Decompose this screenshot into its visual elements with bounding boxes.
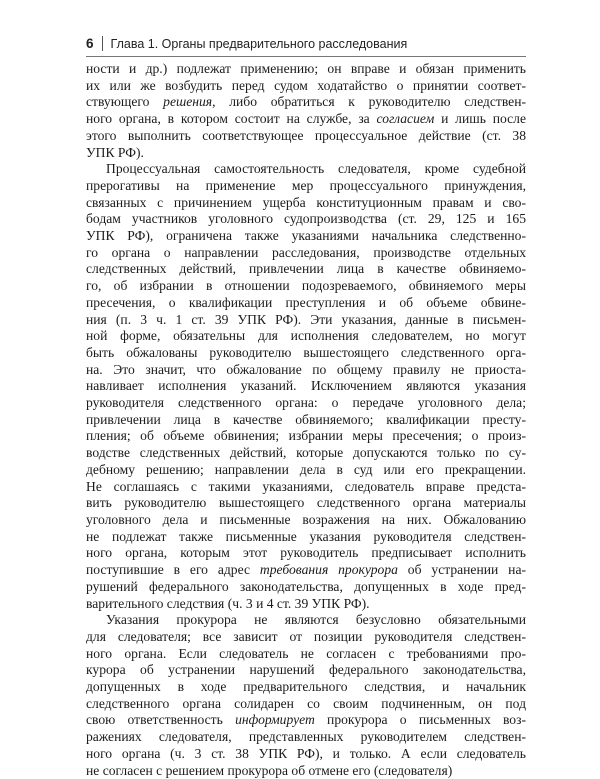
running-header — [86, 36, 526, 51]
text-line — [86, 512, 526, 529]
text-line — [86, 261, 526, 278]
text-run: об устранении на- — [397, 562, 526, 578]
text-line — [86, 278, 526, 295]
text-line — [86, 746, 526, 763]
text-line — [86, 579, 526, 596]
text-run: этого выполнить соответствующее процессуальное действие (ст. 38 — [86, 127, 526, 143]
text-run: вить руководителю вышестоящего следственного органа материалы — [86, 495, 526, 511]
text-line — [86, 61, 526, 78]
text-run: быть обжалованы руководителю вышестоящего следственного орга- — [86, 344, 526, 360]
text-run: свою ответственность — [86, 712, 236, 728]
text-run: поступившие в его адрес — [86, 562, 260, 578]
text-run: допущенных в ходе предварительного следствия, и начальник — [86, 679, 526, 695]
text-line — [86, 428, 526, 445]
text-run: прокурора о письменных воз- — [314, 712, 526, 728]
text-line — [86, 228, 526, 245]
text-line — [86, 495, 526, 512]
italic-term: согласием — [376, 111, 435, 127]
text-run: Не соглашаясь с такими указаниями, следователь вправе предста- — [86, 478, 526, 494]
text-run: УПК РФ), ограничена также указаниями начальника следственно- — [86, 228, 526, 244]
text-line — [86, 111, 526, 128]
page-number: 6 — [86, 36, 94, 51]
text-line — [86, 629, 526, 646]
text-run: Указания прокурора не являются безусловно обязательными — [106, 612, 526, 628]
text-line — [86, 445, 526, 462]
text-line — [86, 679, 526, 696]
text-run: привлечении лица в качестве обвиняемого; квалификации престу- — [86, 411, 526, 427]
text-line — [86, 94, 526, 111]
text-line — [86, 295, 526, 312]
text-run: варительного следствия (ч. 3 и 4 ст. 39 УПК РФ). — [86, 595, 370, 611]
text-line — [86, 412, 526, 429]
text-run: УПК РФ). — [86, 144, 144, 160]
text-line — [86, 729, 526, 746]
text-run: водстве следственных действий, которые допускаются только по су- — [86, 445, 526, 461]
text-run: навливает исполнения указаний. Исключением являются указания — [86, 378, 526, 394]
text-run: и лишь после — [434, 111, 526, 127]
text-run: курора об устранении нарушений федерального законодательства, — [86, 662, 526, 678]
text-run: следственного органа солидарен со своим подчиненным, он под — [86, 695, 526, 711]
text-line — [86, 312, 526, 329]
text-run: ной форме, обязательны для исполнения следователем, но могут — [86, 328, 526, 344]
text-run: ствующего — [86, 94, 164, 110]
text-run: го, об избрании в отношении подозреваемого, обвиняемого меры — [86, 278, 526, 294]
chapter-title: Глава 1. Органы предварительного расследования — [110, 36, 408, 51]
italic-term: требования прокурора — [259, 562, 398, 578]
text-run: прерогативы на применение мер процессуального принуждения, — [86, 177, 526, 193]
text-run: не подлежат также письменные указания руководителя следствен- — [86, 528, 526, 544]
text-run: бодам участников уголовного судопроизводства (ст. 29, 125 и 165 — [86, 211, 526, 227]
text-run: руководителя следственного органа: о передаче уголовного дела; — [86, 395, 526, 411]
text-run: Процессуальная самостоятельность следователя, кроме судебной — [106, 161, 526, 177]
text-line — [86, 662, 526, 679]
text-line — [86, 161, 526, 178]
text-line — [86, 211, 526, 228]
text-line — [86, 529, 526, 546]
text-run: следственных действий, привлечении лица в качестве обвиняемо- — [86, 261, 526, 277]
paragraph — [86, 61, 526, 161]
text-line — [86, 596, 526, 613]
text-run: уголовного дела и письменные возражения на них. Обжалованию — [86, 511, 526, 527]
text-run: их или же возбудить перед судом ходатайство о принятии соответ- — [86, 77, 526, 93]
text-line — [86, 245, 526, 262]
text-line — [86, 145, 526, 162]
text-run: ражениях следователя, представленных руководителем следствен- — [86, 729, 526, 745]
text-line — [86, 545, 526, 562]
header-rule — [86, 56, 526, 57]
text-line — [86, 479, 526, 496]
text-line — [86, 763, 526, 779]
text-run: ного органа. Если следователь не согласен с требованиями про- — [86, 645, 526, 661]
header-separator — [102, 36, 103, 51]
text-line — [86, 646, 526, 663]
text-line — [86, 562, 526, 579]
text-run: , либо обратиться к руководителю следствен- — [212, 94, 526, 110]
text-run: пления; об объеме обвинения; избрании меры пресечения; о произ- — [86, 428, 526, 444]
text-line — [86, 195, 526, 212]
text-run: ности и др.) подлежат применению; он вправе и обязан применить — [86, 61, 526, 76]
paragraph — [86, 612, 526, 779]
text-run: рушений федерального законодательства, допущенных в ходе пред- — [86, 578, 526, 594]
text-run: на. Это значит, что обжалование по общему правилу не приоста- — [86, 361, 526, 377]
italic-term: решения — [163, 94, 213, 110]
text-line — [86, 612, 526, 629]
italic-term: информирует — [235, 712, 315, 728]
text-run: для следователя; все зависит от позиции руководителя следствен- — [86, 628, 526, 644]
text-line — [86, 462, 526, 479]
text-run: дебному решению; направлении дела в суд или его прекращении. — [86, 461, 526, 477]
text-line — [86, 378, 526, 395]
text-line — [86, 178, 526, 195]
text-line — [86, 78, 526, 95]
text-run: ного органа, в котором состоит на службе, за — [86, 111, 377, 127]
text-line — [86, 345, 526, 362]
text-line — [86, 696, 526, 713]
text-run: пресечения, о квалификации преступления и об объеме обвине- — [86, 294, 526, 310]
paragraph — [86, 161, 526, 612]
text-run: го органа о направлении расследования, производстве отдельных — [86, 244, 526, 260]
text-run: ного органа, которым этот руководитель предписывает исполнить — [86, 545, 526, 561]
text-line — [86, 328, 526, 345]
text-line — [86, 128, 526, 145]
text-line — [86, 712, 526, 729]
text-line — [86, 395, 526, 412]
text-run: не согласен с решением прокурора об отмене его (следователя) — [86, 762, 453, 778]
text-line — [86, 362, 526, 379]
text-run: связанных с причинением ущерба конституционным правам и сво- — [86, 194, 526, 210]
text-run: ния (п. 3 ч. 1 ст. 39 УПК РФ). Эти указания, данные в письмен- — [86, 311, 526, 327]
text-run: ного органа (ч. 3 ст. 38 УПК РФ), и только. А если следователь — [86, 745, 526, 761]
body-text — [86, 61, 526, 779]
